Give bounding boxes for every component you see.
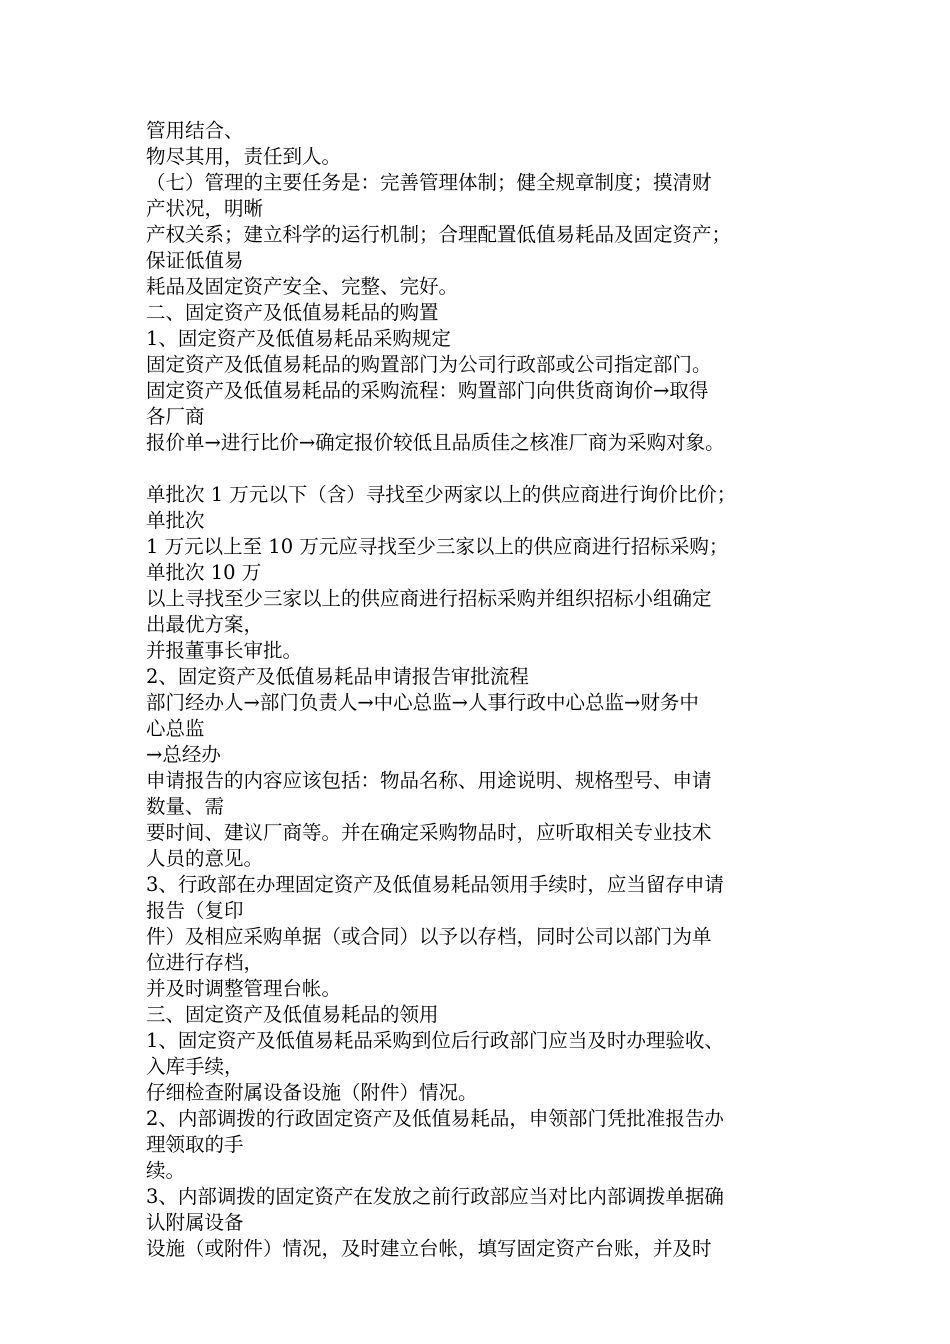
text-line: →总经办 [146, 743, 221, 766]
text-line: 固定资产及低值易耗品的购置部门为公司行政部或公司指定部门。 [146, 353, 712, 376]
text-line: 并及时调整管理台帐。 [146, 977, 342, 1000]
text-line: 位进行存档， [146, 951, 264, 974]
text-line: 件）及相应采购单据（或合同）以予以存档，同时公司以部门为单 [146, 925, 712, 948]
section-heading: 三、固定资产及低值易耗品的领用 [146, 1003, 439, 1026]
subsection-heading: 1、固定资产及低值易耗品采购规定 [146, 327, 451, 350]
text-line: 报价单→进行比价→确定报价较低且品质佳之核准厂商为采购对象。 [146, 431, 725, 454]
text-line: 固定资产及低值易耗品的采购流程：购置部门向供货商询价→取得 [146, 379, 709, 402]
text-line: 仔细检查附属设备设施（附件）情况。 [146, 1081, 478, 1104]
text-line: 要时间、建议厂商等。并在确定采购物品时，应听取相关专业技术 [146, 821, 712, 844]
text-line: 产状况，明晰 [146, 197, 264, 220]
section-heading: 二、固定资产及低值易耗品的购置 [146, 301, 439, 324]
text-line: 3、内部调拨的固定资产在发放之前行政部应当对比内部调拨单据确 [146, 1185, 724, 1208]
text-line: （七）管理的主要任务是：完善管理体制；健全规章制度；摸清财 [146, 171, 712, 194]
text-line: 数量、需 [146, 795, 225, 818]
text-line: 设施（或附件）情况，及时建立台帐，填写固定资产台账，并及时 [146, 1237, 712, 1260]
text-line: 各厂商 [146, 405, 205, 428]
text-line: 保证低值易 [146, 249, 244, 272]
text-line: 管用结合、 [146, 119, 244, 142]
text-line: 单批次 1 万元以下（含）寻找至少两家以上的供应商进行询价比价； [146, 483, 737, 506]
subsection-heading: 2、固定资产及低值易耗品申请报告审批流程 [146, 665, 529, 688]
text-line: 2、内部调拨的行政固定资产及低值易耗品，申领部门凭批准报告办 [146, 1107, 724, 1130]
text-line: 申请报告的内容应该包括：物品名称、用途说明、规格型号、申请 [146, 769, 712, 792]
text-line: 1、固定资产及低值易耗品采购到位后行政部门应当及时办理验收、 [146, 1029, 724, 1052]
text-line: 产权关系；建立科学的运行机制；合理配置低值易耗品及固定资产； [146, 223, 732, 246]
document-body [146, 118, 836, 1262]
text-line: 心总监 [146, 717, 205, 740]
text-line: 认附属设备 [146, 1211, 244, 1234]
text-line: 单批次 10 万 [146, 561, 262, 584]
text-line: 1 万元以上至 10 万元应寻找至少三家以上的供应商进行招标采购； [146, 535, 729, 558]
text-line: 人员的意见。 [146, 847, 264, 870]
text-line: 物尽其用，责任到人。 [146, 145, 342, 168]
text-line: 部门经办人→部门负责人→中心总监→人事行政中心总监→财务中 [146, 691, 699, 714]
text-line: 入库手续， [146, 1055, 244, 1078]
text-line: 续。 [146, 1159, 186, 1182]
text-line: 单批次 [146, 509, 205, 532]
blank-line [146, 456, 836, 482]
text-line: 理领取的手 [146, 1133, 244, 1156]
text-line: 3、行政部在办理固定资产及低值易耗品领用手续时，应当留存申请 [146, 873, 724, 896]
text-line: 并报董事长审批。 [146, 639, 303, 662]
text-line: 耗品及固定资产安全、完整、完好。 [146, 275, 459, 298]
text-line: 以上寻找至少三家以上的供应商进行招标采购并组织招标小组确定 [146, 587, 712, 610]
text-line: 出最优方案， [146, 613, 264, 636]
text-line: 报告（复印 [146, 899, 244, 922]
